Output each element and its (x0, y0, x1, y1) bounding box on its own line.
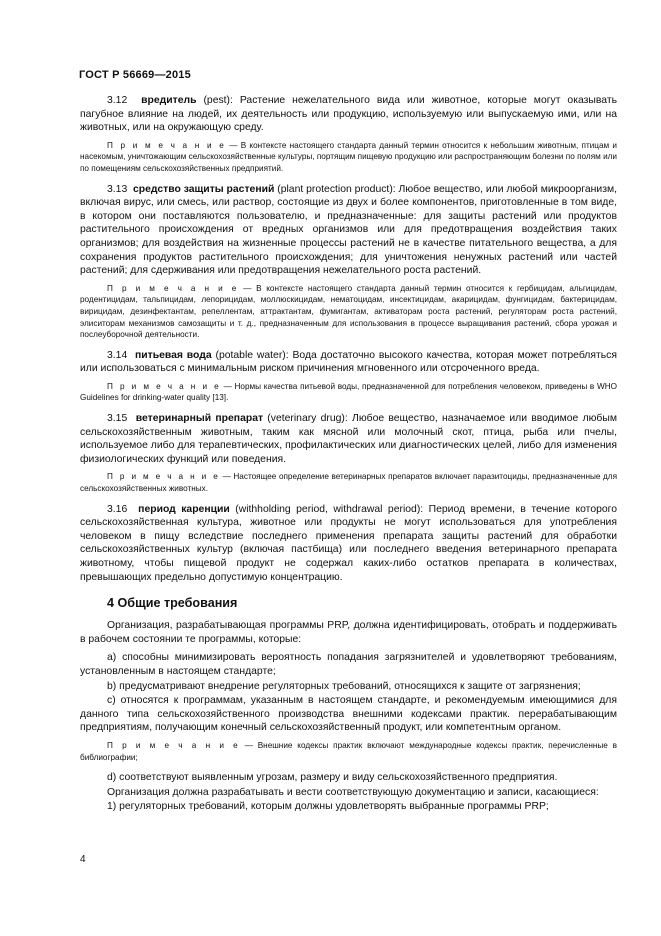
term-name: период каренции (138, 503, 230, 515)
term-3-16: 3.16 период каренции (withholding period, withdrawal period): Период времени, в течение которого сельскохозяйственная культура, животное или продукты не могут использоваться для употребления человеком в пищу вследствие последнего применения препарата защиты растений для обработки сельскохозяйственных культур (включая пастбища) или последнего введения ветеринарного препарата животному, чтобы пищевой продукт не содержал каких-либо остатков препарата в количествах, превышающих предельно допустимую концентрацию. (80, 503, 617, 583)
term-name: питьевая вода (134, 349, 212, 361)
term-name: вредитель (141, 95, 197, 106)
term-name: ветеринарный препарат (135, 413, 264, 425)
list-item-c: с) относятся к программам, указанным в настоящем стандарте, и рекомендуемым имеющимися для данного типа сельскохозяйственного производства внешними кодексами практик. перерабатывающим предприятиям, получающим конечный сельскохозяйственный продукт, или компетентным органом. (80, 695, 617, 734)
term-3-15: 3.15 ветеринарный препарат (veterinary drug): Любое вещество, назначаемое или вводимое любым сельскохозяйственным животным, таким как мясной или молочный скот, птица, рыба или пчелы, используемое либо для терапевтических, профилактических или диагностических целей, либо для изменения физиологических функций или поведения. (80, 413, 617, 465)
list-item-b: b) предусматривают внедрение регуляторных требований, относящихся к защите от загрязнения; (107, 680, 581, 692)
note-section-4: П р и м е ч а н и е — Внешние кодексы практик включают международные кодексы практик, перечисленные в библиографии; (80, 740, 618, 762)
page-content (80, 94, 617, 819)
term-3-14: 3.14 питьевая вода (potable water): Вода достаточно высокого качества, которая может потребляться или использоваться с минимальным риском причинения мгновенного или отсроченного вреда. (80, 349, 617, 375)
note-3-14: П р и м е ч а н и е — Нормы качества питьевой воды, предназначенной для потребления человеком, приведены в WHO Guidelines for drinking-water quality [13]. (80, 381, 618, 403)
documentation-intro: Организация должна разрабатывать и вести соответствующую документацию и записи, касающиеся: (107, 786, 599, 798)
note-3-12: П р и м е ч а н и е — В контексте настоящего стандарта данный термин относится к небольшим животным, птицам и насекомым, уничтожающим сельскохозяйственные культуры, портящим пищевую продукцию или распространяющим болезни по полям или по помещениям сельскохозяйственных предприятий. (80, 140, 618, 173)
note-3-15: П р и м е ч а н и е — Настоящее определение ветеринарных препаратов включает паразитоциды, предназначенные для сельскохозяйственных животных. (80, 472, 617, 494)
list-item-d: d) соответствуют выявленным угрозам, размеру и виду сельскохозяйственного предприятия. (107, 772, 558, 784)
note-3-13: П р и м е ч а н и е — В контексте настоящего стандарта данный термин относится к гербицидам, альгицидам, родентицидам, тальпицидам, лепорицидам, моллюскицидам, нематоцидам, инсектицидам, акарицидам, фунгицидам, бактерицидам, вирицидам, дезинфектантам, репеллентам, аттрактантам, фумигантам, активаторам роста растений, регуляторам роста растений, элиситорам механизмов самозащиты и т. д., предназначенным для использования в процессе выращивания растений, сбора урожая и послеуборочной деятельности. (80, 283, 617, 340)
section-4-intro: Организация, разрабатывающая программы PRP, должна идентифицировать, отобрать и поддерживать в рабочем состоянии те программы, которые: (80, 620, 617, 645)
doc-item-1: 1) регуляторных требований, которым должны удовлетворять выбранные программы PRP; (107, 801, 549, 813)
term-3-13: 3.13 средство защиты растений (plant protection product): Любое вещество, или любой микроорганизм, включая вирус, или смесь, или раствор, состоящие из двух и более компонентов, приготовленные в том виде, в котором они поставляются пользователю, и предназначенные: для защиты растений или продуктов растительного происхождения от вредных организмов или для предотвращения воздействия таких организмов; для воздействия на жизненные процессы растений не в качестве питательного вещества, а для сохранения продуктов растительного происхождения; для уничтожения ненужных растений или частей растений; для сдерживания или предотвращения нежелательного роста растений. (80, 183, 617, 277)
term-name: средство защиты растений (133, 183, 275, 195)
list-item-a: а) способны минимизировать вероятность попадания загрязнителей и удовлетворяют требованиям, установленным в настоящем стандарте; (80, 652, 617, 677)
document-header: ГОСТ Р 56669—2015 (79, 69, 191, 81)
section-4-title: 4 Общие требования (107, 596, 238, 611)
term-3-12: 3.12 вредитель (pest): Растение нежелательного вида или животное, которые могут оказывать пагубное влияние на людей, их деятельность или продукцию, используемую или выпускаемую ими, или на животных, или на окружающую среду. (80, 95, 617, 134)
page-number: 4 (80, 854, 86, 865)
